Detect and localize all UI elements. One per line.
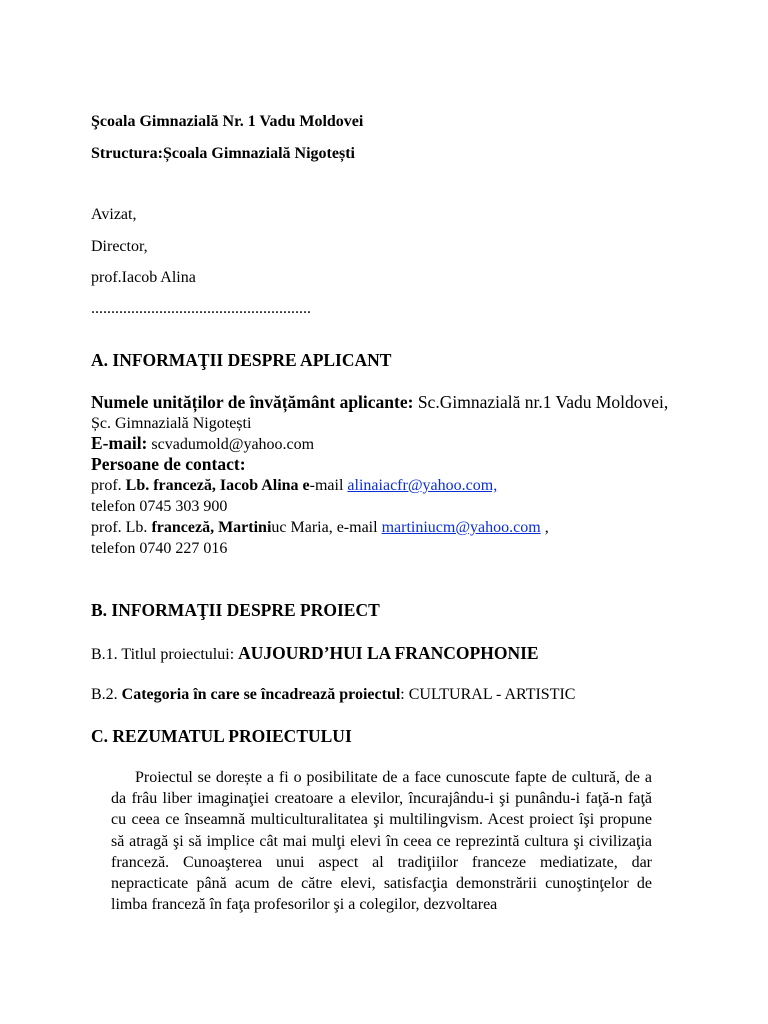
- email-value: scvadumold@yahoo.com: [147, 436, 315, 453]
- contact-1-email-link[interactable]: alinaiacfr@yahoo.com,: [347, 477, 498, 494]
- contact-2-phone: telefon 0740 227 016: [91, 540, 228, 557]
- b1-label: B.1. Titlul proiectului:: [91, 646, 239, 663]
- b1-value: AUJOURD’HUI LA FRANCOPHONIE: [238, 643, 539, 663]
- section-b-title: B. INFORMAŢII DESPRE PROIECT: [91, 600, 380, 620]
- contact-2: [91, 518, 549, 538]
- b1-line: [91, 643, 539, 665]
- contact-2-email-link[interactable]: martiniucm@yahoo.com: [381, 519, 541, 536]
- director-label: Director,: [91, 238, 148, 255]
- units-value-2: Șc. Gimnazială Nigotești: [91, 415, 252, 432]
- email-line: [91, 433, 314, 455]
- structure-line: Structura:Școala Gimnazială Nigotești: [91, 145, 355, 162]
- contacts-label: Persoane de contact:: [91, 454, 246, 474]
- contact-1-mail-label: -mail: [309, 477, 348, 494]
- school-name: Şcoala Gimnazială Nr. 1 Vadu Moldovei: [91, 113, 364, 130]
- contact-2-prefix: prof. Lb.: [91, 519, 152, 536]
- contact-1-phone: [91, 497, 227, 517]
- summary-paragraph: Proiectul se dorește a fi o posibilitate de a face cunoscute fapte de cultură, de a da frâu liber imaginaţiei creatoare a elevilor, încurajându-i şi punându-i faţă-n faţă cu ceea ce înseamnă multiculturalitatea şi multilingvism. Acest proiect îşi propune să atragă şi să implice cât mai mulţi elevi în ceea ce reprezintă cultura şi civilizaţia franceză. Cunoaşterea unui aspect al tradiţiilor franceze mediatizate, dar nepracticate până acum de către elevi, satisfacţia demonstrării cunoştinţelor de limba franceză în faţa profesorilor şi a colegilor, dezvoltarea: [111, 769, 652, 914]
- b2-prefix: B.2.: [91, 686, 122, 703]
- contact-1-phone-text: telefon 0745 303 900: [91, 498, 228, 515]
- units-value: Sc.Gimnazială nr.1 Vadu Moldovei,: [413, 392, 669, 412]
- contact-1-lang: Lb. franceză, Iacob Alina e: [125, 477, 310, 494]
- contact-2-lang: franceză, Martini: [151, 519, 272, 536]
- units-line: [91, 392, 668, 412]
- contact-1: [91, 476, 497, 496]
- avizat-label: Avizat,: [91, 206, 137, 223]
- b2-value: : CULTURAL - ARTISTIC: [400, 686, 576, 703]
- units-label: Numele unităților de învățământ aplicante:: [91, 392, 414, 412]
- email-label: E-mail:: [91, 433, 148, 453]
- contact-2-rest: uc Maria, e-mail: [271, 519, 382, 536]
- contact-1-prefix: prof.: [91, 477, 126, 494]
- director-name: prof.Iacob Alina: [91, 269, 196, 286]
- b2-label: Categoria în care se încadrează proiectul: [121, 686, 401, 703]
- b2-line: [91, 685, 575, 705]
- section-c-title: C. REZUMATUL PROIECTULUI: [91, 726, 352, 746]
- signature-line: .......................................................: [91, 300, 311, 317]
- contact-2-suffix: ,: [540, 519, 549, 536]
- section-a-title: A. INFORMAŢII DESPRE APLICANT: [91, 350, 392, 370]
